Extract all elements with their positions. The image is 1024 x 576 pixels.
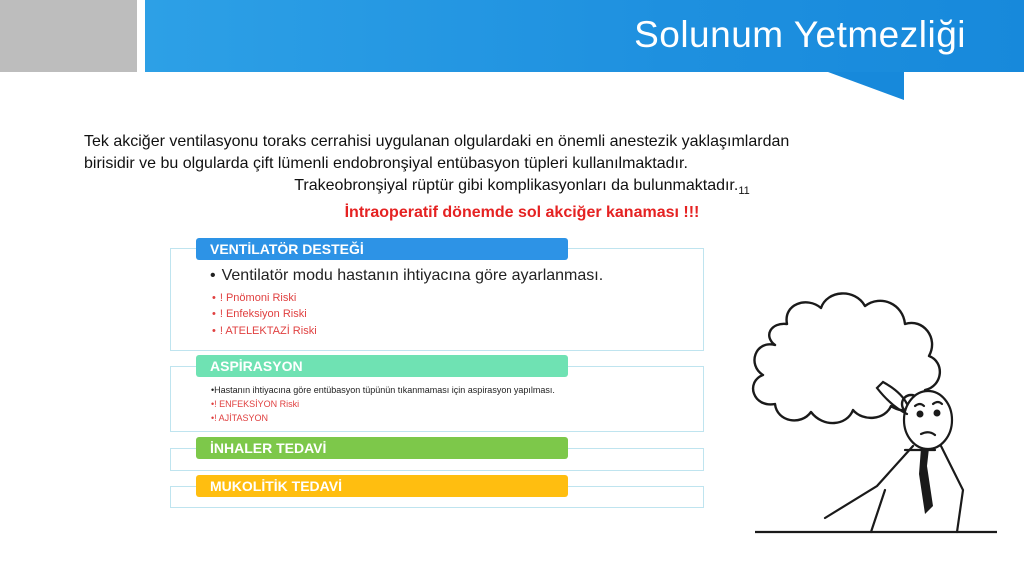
risk-item: [212, 308, 307, 320]
intro-line-1: Tek akciğer ventilasyonu toraks cerrahisi uygulanan olgulardaki en önemli anestezik yaklaşımlardan: [84, 133, 790, 150]
intro-text: [84, 131, 960, 224]
ventilator-main-text: Ventilatör modu hastanın ihtiyacına göre ayarlanması.: [221, 267, 604, 284]
risk-text: ! Enfeksiyon Riski: [219, 308, 307, 320]
header-band: [145, 0, 1024, 72]
aspiration-main-text: •Hastanın ihtiyacına göre entübasyon tüpünün tıkanmaması için aspirasyon yapılması.: [211, 385, 555, 395]
bullet: •: [212, 308, 216, 320]
worried-man-illustration: [735, 270, 1005, 540]
aspiration-risk-infection: •! ENFEKSİYON Riski: [211, 399, 300, 409]
intro-line-3-text: Trakeobronşiyal rüptür gibi komplikasyonları da bulunmaktadır.: [294, 177, 739, 194]
risk-text: ! Pnömoni Riski: [219, 292, 297, 304]
slide-title: Solunum Yetmezliği: [634, 14, 966, 55]
risk-item: [212, 325, 317, 337]
risk-text: ! ATELEKTAZİ Riski: [219, 325, 317, 337]
bleeding-warning: İntraoperatif dönemde sol akciğer kanaması !!!: [344, 204, 700, 222]
aspiration-label: ASPİRASYON: [196, 355, 568, 377]
header-gray-block: [0, 0, 137, 72]
bullet: •: [212, 292, 216, 304]
intro-line-3: [84, 175, 960, 202]
inhaler-label: İNHALER TEDAVİ: [196, 437, 568, 459]
ventilator-main-item: [210, 267, 603, 285]
reference-number: 11: [738, 185, 750, 198]
risk-item: [212, 292, 296, 304]
bullet: •: [210, 267, 216, 284]
mucolytic-label: MUKOLİTİK TEDAVİ: [196, 475, 568, 497]
bullet: •: [212, 325, 216, 337]
intro-line-2: birisidir ve bu olgularda çift lümenli endobronşiyal entübasyon tüpleri kullanılmaktadır.: [84, 155, 688, 172]
ventilator-label: VENTİLATÖR DESTEĞİ: [196, 238, 568, 260]
aspiration-risk-agitation: •! AJİTASYON: [211, 413, 268, 423]
